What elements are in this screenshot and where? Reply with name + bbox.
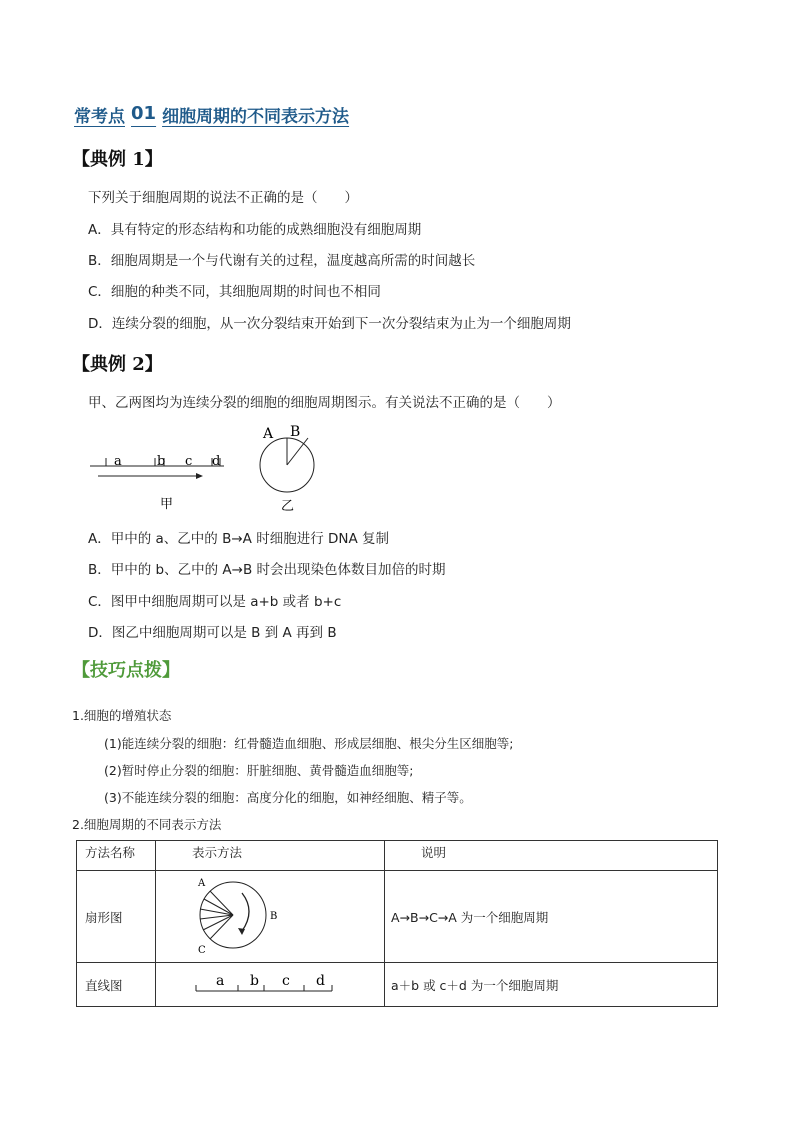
line-caption: 甲 bbox=[160, 497, 174, 512]
line-label-b: b bbox=[157, 454, 166, 469]
example1-option-c: C．细胞的种类不同，其细胞周期的时间也不相同 bbox=[88, 284, 381, 300]
example1-option-d: D．连续分裂的细胞，从一次分裂结束开始到下一次分裂结束为止为一个细胞周期 bbox=[88, 316, 571, 332]
line-method-label-b: b bbox=[250, 973, 259, 989]
tips-point1-item-3: (3)不能连续分裂的细胞：高度分化的细胞，如神经细胞、精子等。 bbox=[104, 790, 472, 805]
arrow-head bbox=[196, 473, 203, 479]
row-sector-name: 扇形图 bbox=[77, 871, 156, 963]
example1-heading: 【典例 1】 bbox=[72, 149, 163, 170]
tips-point1-item-1: (1)能连续分裂的细胞：红骨髓造血细胞、形成层细胞、根尖分生区细胞等; bbox=[104, 736, 514, 751]
example2-option-c: C．图甲中细胞周期可以是 a+b 或者 b+c bbox=[88, 594, 342, 610]
methods-table bbox=[76, 840, 718, 1007]
example2-option-d: D．图乙中细胞周期可以是 B 到 A 再到 B bbox=[88, 625, 337, 641]
circle-caption: 乙 bbox=[281, 499, 295, 514]
sector-label-c: C bbox=[198, 945, 206, 956]
example1-question: 下列关于细胞周期的说法不正确的是（ ） bbox=[88, 190, 358, 206]
line-method-label-d: d bbox=[316, 973, 325, 989]
row-sector-figure bbox=[156, 871, 385, 963]
row-sector-desc: A→B→C→A 为一个细胞周期 bbox=[385, 871, 718, 963]
row-line-desc: a＋b 或 c＋d 为一个细胞周期 bbox=[385, 963, 718, 1007]
section-prefix: 常考点 bbox=[74, 107, 125, 127]
section-number: 01 bbox=[131, 103, 157, 124]
example2-option-a: A．甲中的 a、乙中的 B→A 时细胞进行 DNA 复制 bbox=[88, 531, 390, 547]
line-method-label-c: c bbox=[282, 973, 290, 989]
sector-diagram bbox=[156, 871, 348, 959]
header-representation: 表示方法 bbox=[156, 841, 385, 871]
sector-label-a: A bbox=[198, 878, 206, 889]
example2-question: 甲、乙两图均为连续分裂的细胞的细胞周期图示。有关说法不正确的是（ ） bbox=[88, 395, 561, 411]
line-diagram bbox=[90, 454, 224, 512]
line-label-a: a bbox=[114, 454, 122, 469]
example1-option-b: B．细胞周期是一个与代谢有关的过程，温度越高所需的时间越长 bbox=[88, 253, 476, 269]
rotation-arrow bbox=[242, 893, 249, 931]
circle-label-b: B bbox=[290, 424, 301, 440]
row-line-name: 直线图 bbox=[77, 963, 156, 1007]
table-row bbox=[77, 963, 718, 1007]
header-description: 说明 bbox=[385, 841, 718, 871]
tips-point2-title: 2.细胞周期的不同表示方法 bbox=[72, 817, 222, 832]
example2-heading: 【典例 2】 bbox=[72, 354, 163, 375]
line-method-label-a: a bbox=[216, 973, 225, 989]
circle-label-a: A bbox=[263, 426, 274, 442]
line-method-diagram bbox=[156, 963, 348, 1003]
tips-point1-item-2: (2)暂时停止分裂的细胞：肝脏细胞、黄骨髓造血细胞等; bbox=[104, 763, 414, 778]
line-label-c: c bbox=[185, 454, 193, 469]
example1-option-a: A．具有特定的形态结构和功能的成熟细胞没有细胞周期 bbox=[88, 222, 422, 238]
section-title-text: 细胞周期的不同表示方法 bbox=[162, 107, 350, 127]
table-header-row bbox=[77, 841, 718, 871]
sector-label-b: B bbox=[270, 911, 278, 922]
example2-figure bbox=[84, 418, 344, 518]
line-label-d: d bbox=[212, 454, 221, 469]
example2-option-b: B．甲中的 b、乙中的 A→B 时会出现染色体数目加倍的时期 bbox=[88, 562, 446, 578]
circle-diagram bbox=[260, 424, 314, 514]
tips-point1-title: 1.细胞的增殖状态 bbox=[72, 708, 172, 723]
table-row bbox=[77, 871, 718, 963]
section-title bbox=[74, 102, 349, 127]
row-line-figure bbox=[156, 963, 385, 1007]
header-method-name: 方法名称 bbox=[77, 841, 156, 871]
tips-heading: 【技巧点拨】 bbox=[72, 660, 180, 681]
